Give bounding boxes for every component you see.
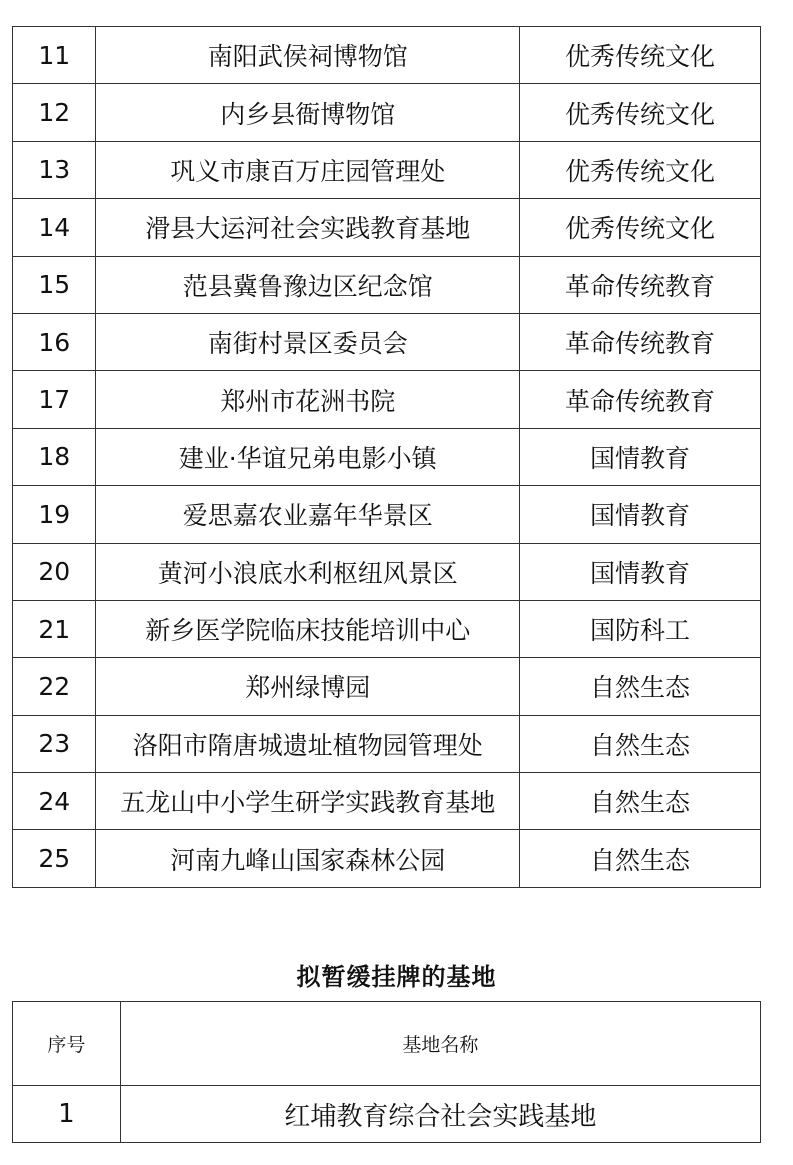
cell-name: 范县冀鲁豫边区纪念馆 [96, 256, 519, 313]
cell-name: 洛阳市隋唐城遗址植物园管理处 [96, 715, 519, 772]
cell-no: 11 [13, 27, 96, 84]
cell-no: 25 [13, 830, 96, 887]
cell-name: 内乡县衙博物馆 [96, 84, 519, 141]
cell-name: 爱思嘉农业嘉年华景区 [96, 486, 519, 543]
cell-no: 23 [13, 715, 96, 772]
cell-name: 滑县大运河社会实践教育基地 [96, 199, 519, 256]
cell-no: 18 [13, 428, 96, 485]
cell-name: 南阳武侯祠博物馆 [96, 27, 519, 84]
cell-category: 自然生态 [519, 773, 760, 830]
base-list-body [13, 27, 761, 888]
cell-category: 优秀传统文化 [519, 199, 760, 256]
cell-name: 郑州市花洲书院 [96, 371, 519, 428]
cell-category: 国情教育 [519, 543, 760, 600]
cell-no: 24 [13, 773, 96, 830]
cell-no: 12 [13, 84, 96, 141]
table-row [13, 313, 761, 370]
cell-name: 河南九峰山国家森林公园 [96, 830, 519, 887]
cell-name: 新乡医学院临床技能培训中心 [96, 600, 519, 657]
cell-category: 自然生态 [519, 658, 760, 715]
cell-no: 16 [13, 313, 96, 370]
cell-no: 1 [13, 1086, 121, 1143]
cell-no: 19 [13, 486, 96, 543]
cell-no: 17 [13, 371, 96, 428]
table-row [13, 199, 761, 256]
cell-name: 红埔教育综合社会实践基地 [120, 1086, 760, 1143]
cell-category: 革命传统教育 [519, 313, 760, 370]
table-row [13, 141, 761, 198]
cell-category: 自然生态 [519, 715, 760, 772]
cell-category: 革命传统教育 [519, 256, 760, 313]
cell-name: 南街村景区委员会 [96, 313, 519, 370]
cell-category: 国防科工 [519, 600, 760, 657]
cell-name: 郑州绿博园 [96, 658, 519, 715]
cell-category: 优秀传统文化 [519, 27, 760, 84]
cell-name: 黄河小浪底水利枢纽风景区 [96, 543, 519, 600]
cell-category: 优秀传统文化 [519, 84, 760, 141]
header-no: 序号 [13, 1002, 121, 1086]
postponed-base-body [13, 1002, 761, 1143]
cell-name: 五龙山中小学生研学实践教育基地 [96, 773, 519, 830]
section-title: 拟暂缓挂牌的基地 [296, 963, 497, 991]
header-name: 基地名称 [120, 1002, 760, 1086]
table-row [13, 830, 761, 887]
table-row [13, 1086, 761, 1143]
table-row [13, 773, 761, 830]
table-row [13, 371, 761, 428]
base-list-table [12, 26, 761, 888]
table-row [13, 27, 761, 84]
postponed-base-table [12, 1001, 761, 1143]
cell-category: 革命传统教育 [519, 371, 760, 428]
cell-no: 20 [13, 543, 96, 600]
cell-no: 21 [13, 600, 96, 657]
cell-category: 自然生态 [519, 830, 760, 887]
cell-category: 优秀传统文化 [519, 141, 760, 198]
cell-no: 13 [13, 141, 96, 198]
cell-name: 建业·华谊兄弟电影小镇 [96, 428, 519, 485]
cell-name: 巩义市康百万庄园管理处 [96, 141, 519, 198]
table-row [13, 658, 761, 715]
table-header-row [13, 1002, 761, 1086]
table-row [13, 428, 761, 485]
table-row [13, 486, 761, 543]
cell-no: 14 [13, 199, 96, 256]
cell-category: 国情教育 [519, 428, 760, 485]
table-row [13, 84, 761, 141]
cell-no: 22 [13, 658, 96, 715]
table-row [13, 543, 761, 600]
table-row [13, 256, 761, 313]
table-row [13, 715, 761, 772]
cell-no: 15 [13, 256, 96, 313]
cell-category: 国情教育 [519, 486, 760, 543]
table-row [13, 600, 761, 657]
